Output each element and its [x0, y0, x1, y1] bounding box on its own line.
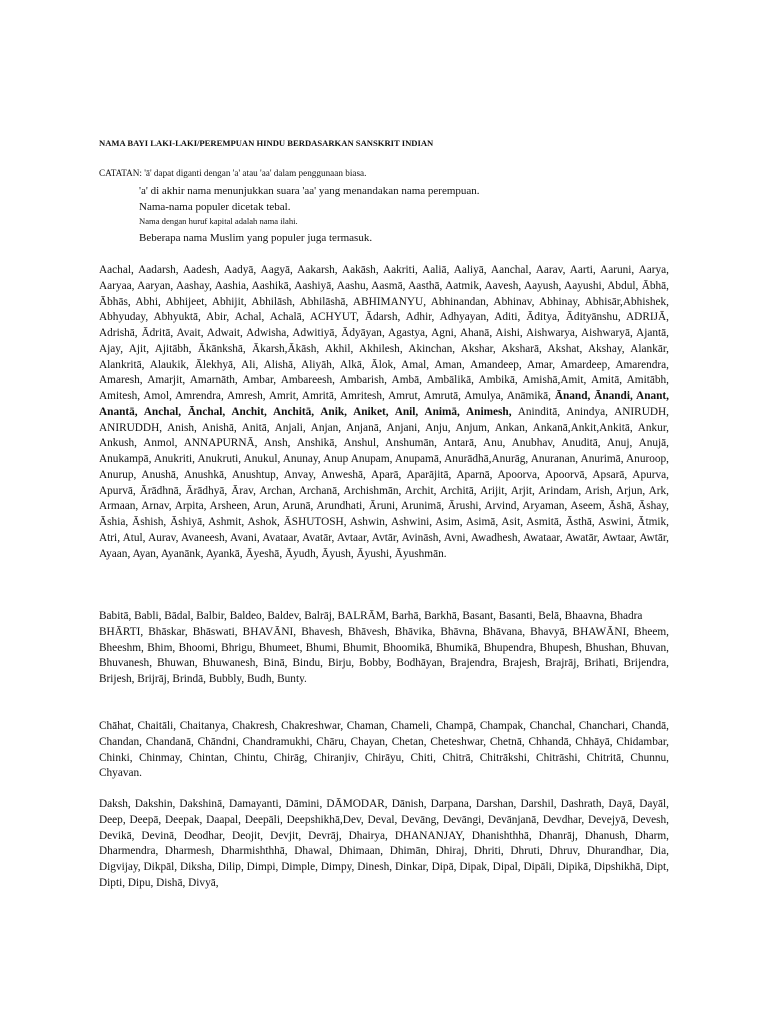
note-muslim-names: Beberapa nama Muslim yang populer juga termasuk.: [139, 232, 373, 244]
names-b-paragraph: [99, 609, 669, 688]
note-main: CATATAN: 'ā' dapat diganti dengan 'a' atau 'aa' dalam penggunaan biasa.: [99, 168, 367, 178]
names-b-part2: BHĀRTI, Bhāskar, Bhāswati, BHAVĀNI, Bhavesh, Bhāvesh, Bhāvika, Bhāvna, Bhāvana, Bhavyā, BHAWĀNI, Bheem, Bheeshm, Bhim, Bhoomi, Bhrigu, Bhumeet, Bhumi, Bhumit, Bhoomikā, Bhumikā, Bhupendra, Bhupesh, Bhushan, Bhuvan, Bhuvanesh, Bhuwan, Bhuwanesh, Binā, Bindu, Birju, Bobby, Bodhāyan, Brajendra, Brajesh, Brajrāj, Brihati, Brijendra, Brijesh, Brijrāj, Brindā, Bubbly, Budh, Bunty.: [99, 625, 669, 685]
names-c-paragraph: Chāhat, Chaitāli, Chaitanya, Chakresh, Chakreshwar, Chaman, Chameli, Champā, Champak, Chanchal, Chanchari, Chandā, Chandan, Chandanā, Chāndni, Chandramukhi, Chāru, Chayan, Chetan, Cheteshwar, Chetnā, Chhandā, Chhāyā, Chidambar, Chinki, Chinmay, Chintan, Chintu, Chirāg, Chiranjiv, Chirāyu, Chiti, Chitrā, Chitrākshi, Chitrāshi, Chitritā, Chunnu, Chyavan.: [99, 720, 669, 780]
note-popular-names: Nama-nama populer dicetak tebal.: [139, 201, 291, 213]
names-a-part2: Aninditā, Anindya, ANIRUDH, ANIRUDDH, Anish, Anishā, Anitā, Anjali, Anjan, Anjanā, Anjani, Anju, Anjum, Ankan, Ankanā,Ankit,Ankitā, Ankur, Ankush, Anmol, ANNAPURNĀ, Ansh, Anshikā, Anshul, Anshumān, Antarā, Anu, Anubhav, Anuditā, Anuj, Anujā, Anukampā, Anukriti, Anukruti, Anukul, Anunay, Anup Anupam, Anupamā, Anurādhā,Anurāg, Anuranan, Anurimā, Anuroop, Anurup, Anushā, Anushkā, Anushtup, Anvay, Anweshā, Aparā, Aparājitā, Aparnā, Apoorva, Apoorvā, Apsarā, Apurva, Apurvā, Ārādhnā, Ārādhyā, Ārav, Archan, Archanā, Archishmān, Archit, Architā, Arijit, Arjit, Arindam, Arish, Arjun, Ark, Armaan, Arnav, Arpita, Arsheen, Arun, Arunā, Arundhati, Āruni, Arunimā, Ārushi, Arvind, Aryaman, Aseem, Āshā, Āshay, Āshia, Āshish, Āshiyā, Ashmit, Ashok, ĀSHUTOSH, Ashwin, Ashwini, Asim, Asimā, Asit, Asmitā, Āsthā, Aswini, Ātmik, Atri, Atul, Aurav, Avaneesh, Avani, Avataar, Avatār, Avtaar, Avtār, Avināsh, Avni, Awadhesh, Awataar, Awatār, Awtaar, Awtār, Ayaan, Ayan, Ayanānk, Ayankā, Āyeshā, Āyudh, Āyush, Āyushi, Āyushmān.: [99, 405, 669, 560]
note-divine-names: Nama dengan huruf kapital adalah nama ilahi.: [139, 216, 298, 226]
names-a-bold-line: Ānand, Ānandi, Anant, Anantā, Anchal, Ānchal, Anchit, Anchitā, Anik, Aniket, Anil, Animā, Animesh,: [99, 390, 670, 418]
document-title: NAMA BAYI LAKI-LAKI/PEREMPUAN HINDU BERDASARKAN SANSKRIT INDIAN: [99, 138, 434, 148]
names-a-part1: Aachal, Aadarsh, Aadesh, Aadyā, Aagyā, Aakarsh, Aakāsh, Aakriti, Aaliā, Aaliyā, Aanchal, Aarav, Aarti, Aaruni, Aarya, Aaryaa, Aaryan, Aashay, Aashia, Aashikā, Aashiyā, Aashu, Aasmā, Aasthā, Aatmik, Aavesh, Aayush, Aayushi, Abdul, Ābhā, Ābhās, Abhi, Abhijeet, Abhijit, Abhilāsh, Abhilāshā, ABHIMANYU, Abhinandan, Abhinav, Abhinay, Abhisār,Abhishek, Abhyuday, Abhyuktā, Abir, Achal, Achalā, ACHYUT, Ādarsh, Adhir, Adhyayan, Aditi, Āditya, Ādityānshu, ADRIJĀ, Adrishā, Ādritā, Avait, Adwait, Adwisha, Adwitiyā, Ādyāyan, Agastya, Agni, Ahanā, Aishi, Aishwarya, Aishwaryā, Ajantā, Ajay, Ajit, Ajitābh, Ākānkshā, Ākarsh,Ākāsh, Akhil, Akhilesh, Akinchan, Akshar, Aksharā, Akshat, Akshay, Alankār, Alankritā, Alaukik, Ālekhyā, Ali, Alishā, Aliyāh, Alkā, Ālok, Amal, Aman, Amandeep, Amar, Amardeep, Amarendra, Amaresh, Amarjit, Amarnāth, Ambar, Ambareesh, Ambarish, Ambā, Ambālikā, Ambikā, Amishā,Amit, Amitā, Amitābh, Amitesh, Amol, Amrendra, Amresh, Amrit, Amritā, Amritesh, Amrut, Amrutā, Amulya, Anāmikā,: [99, 264, 669, 402]
names-a-paragraph: [99, 263, 669, 562]
note-female-names: 'a' di akhir nama menunjukkan suara 'aa' yang menandakan nama perempuan.: [139, 185, 480, 197]
names-b-part1: Babitā, Babli, Bādal, Balbir, Baldeo, Baldev, Balrāj, BALRĀM, Barhā, Barkhā, Basant, Basanti, Belā, Bhaavna, Bhadra: [99, 610, 643, 622]
names-d-paragraph: Daksh, Dakshin, Dakshinā, Damayanti, Dāmini, DĀMODAR, Dānish, Darpana, Darshan, Darshil, Dashrath, Dayā, Dayāl, Deep, Deepā, Deepak, Daapal, Deepāli, Deepshikhā,Dev, Deval, Devāng, Devāngi, Devānjanā, Devdhar, Devejyā, Devesh, Devikā, Devinā, Deodhar, Deojit, Devjit, Devrāj, Dhairya, DHANANJAY, Dhanishthhā, Dhanrāj, Dhanush, Dharm, Dharmendra, Dharmesh, Dharmishthhā, Dhawal, Dhimaan, Dhimān, Dhiraj, Dhriti, Dhruti, Dhruv, Dhurandhar, Dia, Digvijay, Dikpāl, Diksha, Dilip, Dimpi, Dimple, Dimpy, Dinesh, Dinkar, Dipā, Dipak, Dipal, Dipāli, Dipikā, Dipshikhā, Dipt, Dipti, Dipu, Dishā, Divyā,: [99, 798, 669, 889]
